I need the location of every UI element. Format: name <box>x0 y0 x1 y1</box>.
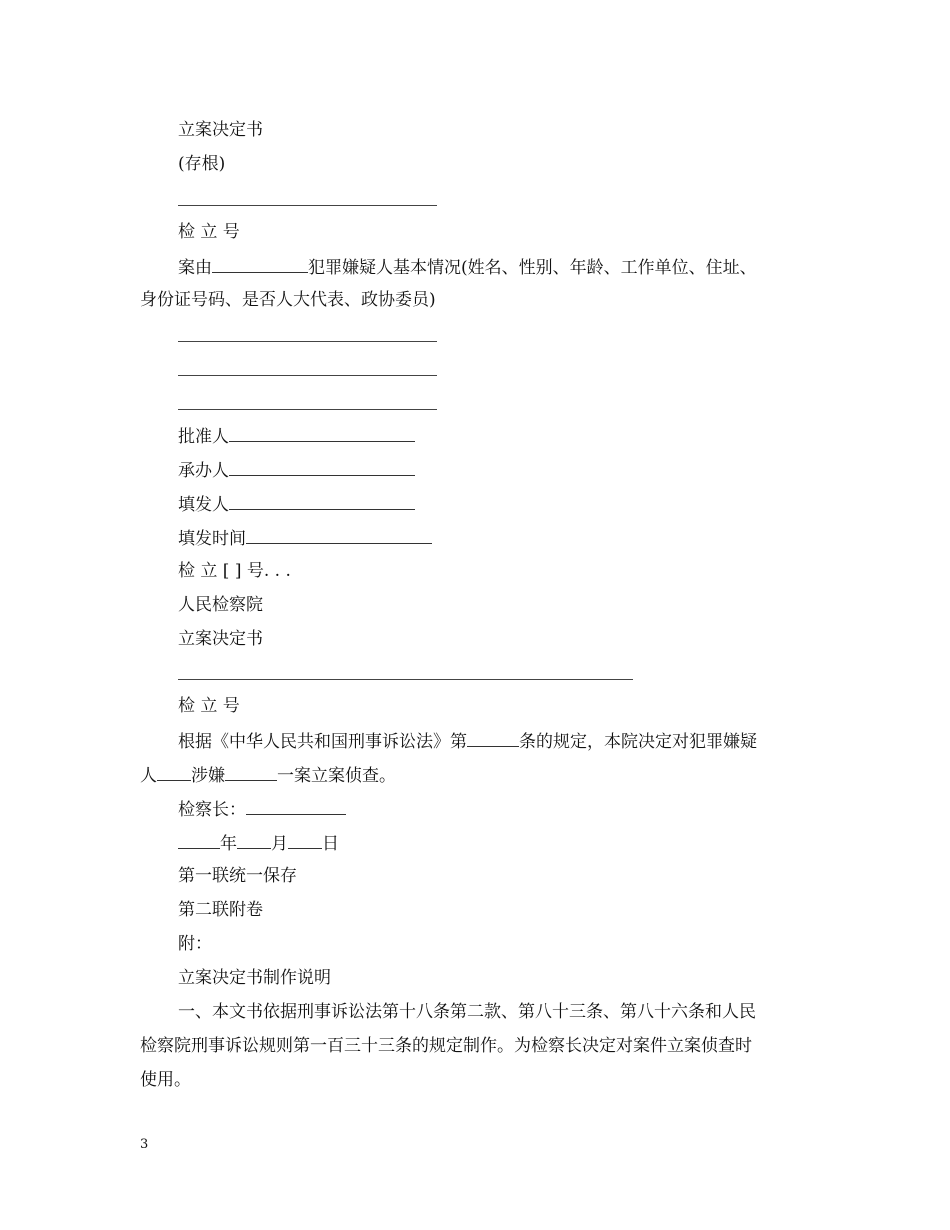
body-text-e: 一案立案侦查。 <box>277 766 396 786</box>
prosecutor-blank <box>246 796 346 815</box>
handler-label: 承办人 <box>178 461 229 481</box>
case-prefix: 案由 <box>178 258 212 278</box>
month-blank <box>237 830 271 849</box>
issue-time-line <box>178 525 432 551</box>
handler-blank <box>229 457 415 476</box>
case-info: 犯罪嫌疑人基本情况(姓名、性别、年龄、工作单位、住址、 <box>308 258 757 278</box>
prosecutor-label: 检察长： <box>178 800 246 820</box>
approver-blank <box>229 423 415 442</box>
notice-title: 立案决定书 <box>178 629 263 649</box>
case-info-cont: 身份证号码、是否人大代表、政协委员) <box>140 290 436 310</box>
divider-line <box>178 679 633 680</box>
handler-line <box>178 457 415 483</box>
appendix-title: 立案决定书制作说明 <box>178 968 331 988</box>
charge-blank <box>225 762 277 781</box>
notice-body-line1 <box>178 728 757 754</box>
day-blank <box>288 830 322 849</box>
issuer-blank <box>229 491 415 510</box>
body-text-b: 条的规定，本院决定对犯罪嫌疑 <box>519 732 757 752</box>
notice-number-label: 检 立 [ ] 号. . . <box>178 561 291 581</box>
issue-time-label: 填发时间 <box>178 529 246 549</box>
blank-line <box>178 409 437 410</box>
appendix-label: 附： <box>178 934 212 954</box>
date-line <box>178 830 339 856</box>
copy-two: 第二联附卷 <box>178 900 263 920</box>
issuer-line <box>178 491 415 517</box>
blank-line <box>178 341 437 342</box>
appendix-para-line2: 检察院刑事诉讼规则第一百三十三条的规定制作。为检察长决定对案件立案侦查时 <box>140 1036 752 1056</box>
day-label: 日 <box>322 834 339 854</box>
case-reason-blank <box>212 254 308 273</box>
blank-line <box>178 375 437 376</box>
appendix-para-line1: 一、本文书依据刑事诉讼法第十八条第二款、第八十三条、第八十六条和人民 <box>178 1002 756 1022</box>
approver-label: 批准人 <box>178 427 229 447</box>
issue-time-blank <box>246 525 432 544</box>
month-label: 月 <box>271 834 288 854</box>
page-number: 3 <box>140 1137 149 1152</box>
article-blank <box>467 728 519 747</box>
body-text-a: 根据《中华人民共和国刑事诉讼法》第 <box>178 732 467 752</box>
notice-body-line2 <box>140 762 396 788</box>
body-text-c: 人 <box>140 766 157 786</box>
case-line <box>178 254 757 280</box>
issuer-label: 填发人 <box>178 495 229 515</box>
prosecutor-line <box>178 796 346 822</box>
suspect-blank <box>157 762 191 781</box>
stub-subtitle: (存根) <box>178 154 226 174</box>
approver-line <box>178 423 415 449</box>
stub-title: 立案决定书 <box>178 120 263 140</box>
copy-one: 第一联统一保存 <box>178 866 297 886</box>
year-label: 年 <box>220 834 237 854</box>
body-text-d: 涉嫌 <box>191 766 225 786</box>
institution-name: 人民检察院 <box>178 595 263 615</box>
stub-number-label: 检 立 号 <box>178 222 240 242</box>
year-blank <box>178 830 220 849</box>
notice-number-label-2: 检 立 号 <box>178 696 240 716</box>
appendix-para-line3: 使用。 <box>140 1070 191 1090</box>
divider-line <box>178 205 437 206</box>
